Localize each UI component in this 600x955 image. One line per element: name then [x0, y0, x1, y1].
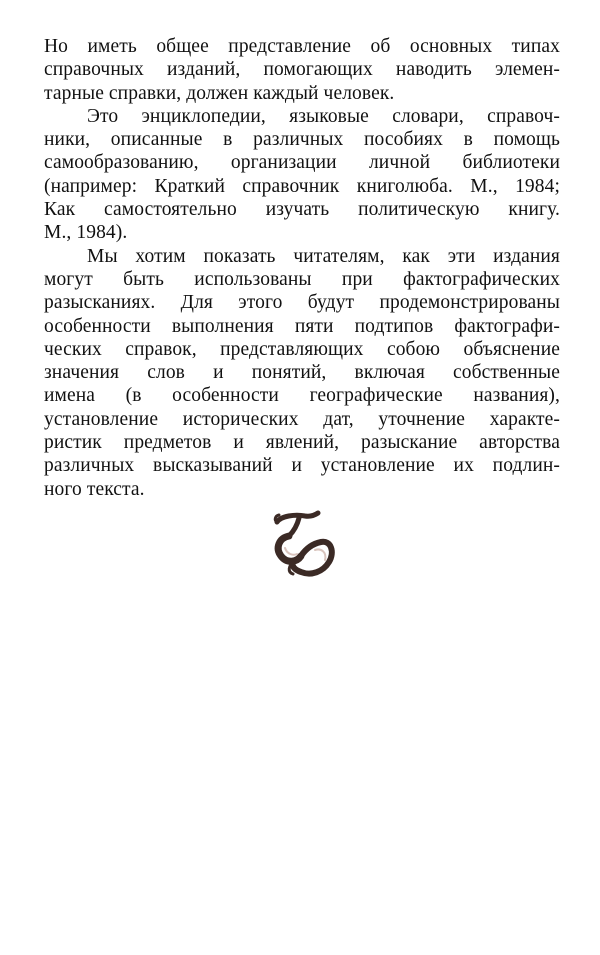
text-line: Это энциклопедии, языковые словари, справоч-: [87, 105, 560, 127]
text-line: могут быть использованы при фактографических: [44, 268, 560, 290]
text-line: ного текста.: [44, 478, 145, 500]
text-line: различных высказываний и установление их подлин-: [44, 455, 560, 477]
text-line: установление исторических дат, уточнение характе-: [44, 408, 560, 430]
text-line: (например: Краткий справочник книголюба. М., 1984;: [44, 175, 560, 197]
text-line: разысканиях. Для этого будут продемонстрированы: [44, 292, 560, 314]
text-line: ники, описанные в различных пособиях в помощь: [44, 129, 560, 151]
paragraph-1: [44, 35, 560, 105]
text-line: особенности выполнения пяти подтипов фактографи-: [44, 315, 560, 337]
text-line: Но иметь общее представление об основных типах: [44, 36, 560, 57]
paragraph-2: [44, 105, 560, 245]
text-line: справочных изданий, помогающих наводить элемен-: [44, 59, 560, 81]
tailpiece-ornament-icon: [271, 510, 337, 580]
text-line: ческих справок, представляющих собою объяснение: [44, 338, 560, 360]
text-line: ристик предметов и явлений, разыскание авторства: [44, 432, 560, 454]
paragraph-3: [44, 245, 560, 501]
text-line: тарные справки, должен каждый человек.: [44, 82, 395, 104]
body-text: [44, 35, 560, 501]
text-line: значения слов и понятий, включая собственные: [44, 362, 560, 384]
text-line: Мы хотим показать читателям, как эти издания: [87, 245, 560, 267]
text-line: М., 1984).: [44, 222, 128, 244]
text-line: самообразованию, организации личной библиотеки: [44, 152, 560, 174]
text-line: Как самостоятельно изучать политическую книгу.: [44, 199, 560, 221]
text-line: имена (в особенности географические названия),: [44, 385, 560, 407]
